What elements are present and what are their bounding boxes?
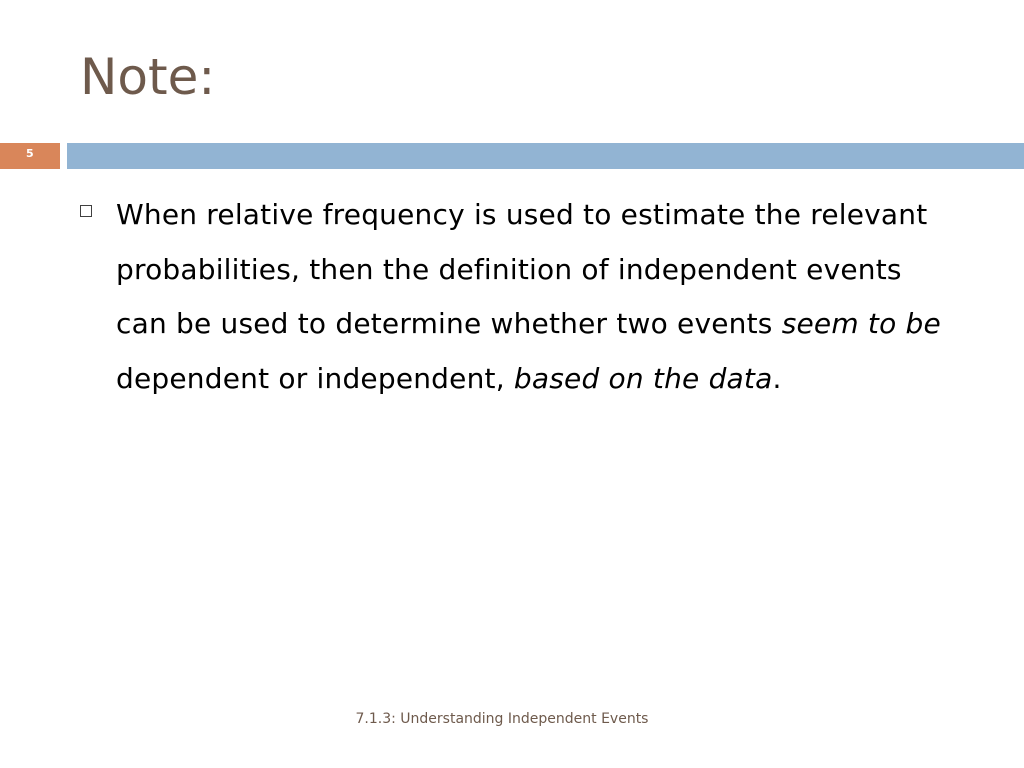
bullet-item [80, 188, 960, 406]
bullet-text-part-3: . [772, 361, 782, 395]
bullet-emphasis-2: based on the data [513, 361, 773, 395]
title-accent-bar [67, 143, 1024, 169]
square-bullet-icon [80, 205, 92, 217]
slide-footer [0, 711, 1024, 727]
slide-number-badge [0, 143, 60, 169]
slide-number: 5 [26, 147, 34, 160]
bullet-text-part-1: When relative frequency is used to estimate the relevant probabilities, then the definition of independent events can be used to determine whether two events [116, 198, 928, 340]
bullet-text-part-2: dependent or independent, [116, 361, 514, 395]
bullet-emphasis-1: seem to be [781, 307, 941, 340]
bullet-text [80, 188, 960, 406]
footer-text: 7.1.3: Understanding Independent Events [355, 711, 649, 727]
slide-title: Note: [80, 48, 216, 106]
